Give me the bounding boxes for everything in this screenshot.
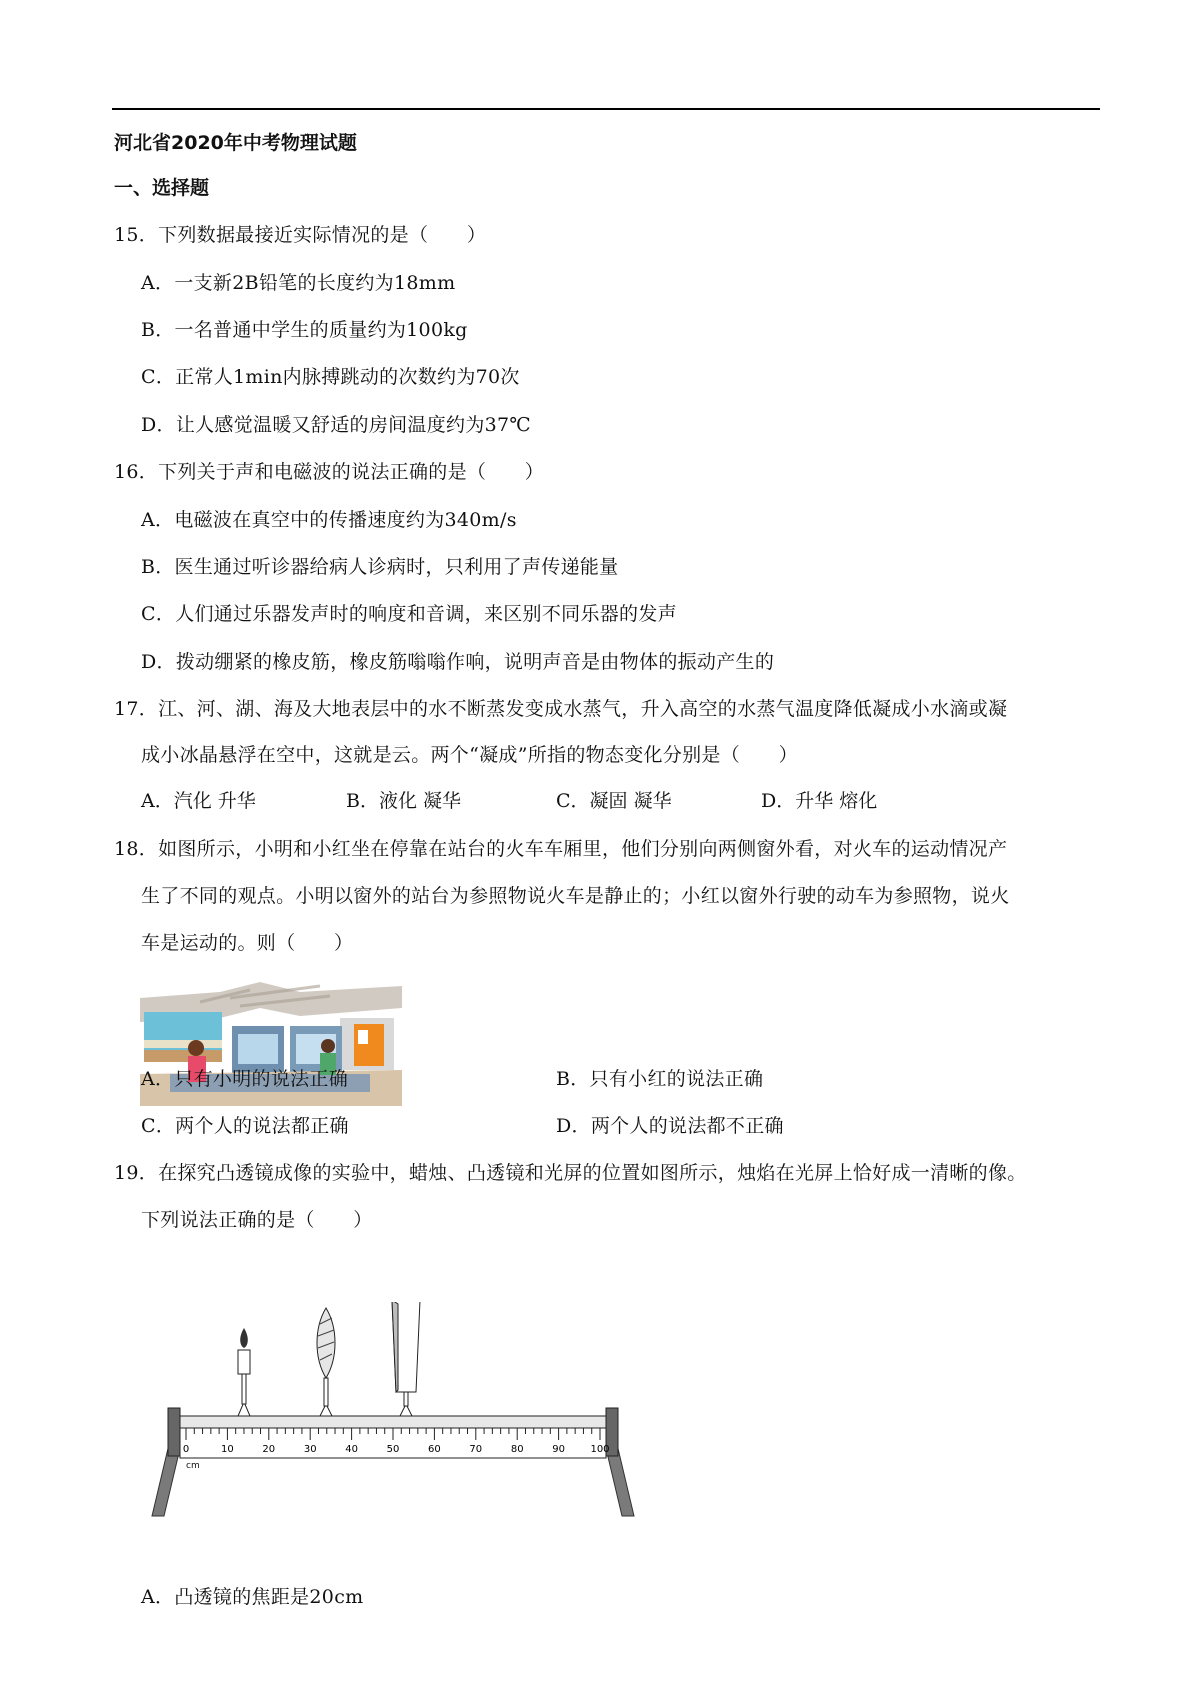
question-15-option-d: D．让人感觉温暖又舒适的房间温度约为37℃ — [141, 414, 531, 436]
scale-tick-label: 70 — [469, 1444, 483, 1455]
scale-tick-label: 50 — [386, 1444, 400, 1455]
scale-tick-label: 30 — [303, 1444, 317, 1455]
question-16-option-c: C．人们通过乐器发声时的响度和音调，来区别不同乐器的发声 — [141, 603, 677, 625]
light-screen — [392, 1302, 420, 1416]
question-17-option-d: D．升华 熔化 — [761, 790, 878, 812]
left-end-post — [168, 1408, 180, 1456]
scale-tick-label: 90 — [552, 1444, 565, 1455]
question-16-option-a: A．电磁波在真空中的传播速度约为340m/s — [141, 509, 517, 531]
question-18-stem-line-3: 车是运动的。则（ ） — [141, 932, 354, 954]
scale-tick-label: 10 — [221, 1444, 234, 1455]
optical-bench-figure — [140, 1302, 640, 1524]
question-19-option-a: A．凸透镜的焦距是20cm — [141, 1586, 364, 1608]
scale-tick-label: 100 — [590, 1444, 610, 1455]
scale-tick-label: 20 — [262, 1444, 276, 1455]
question-15-option-a: A．一支新2B铅笔的长度约为18mm — [141, 272, 456, 294]
question-17-option-b: B．液化 凝华 — [346, 790, 462, 812]
question-16-option-b: B．医生通过听诊器给病人诊病时，只利用了声传递能量 — [141, 556, 619, 578]
scale-tick-label: 80 — [510, 1444, 524, 1455]
question-17-stem-line-1: 17．江、河、湖、海及大地表层中的水不断蒸发变成水蒸气，升入高空的水蒸气温度降低凝成小水滴或凝 — [114, 698, 1008, 720]
question-17-option-a: A．汽化 升华 — [141, 790, 256, 812]
question-18-option-d: D．两个人的说法都不正确 — [556, 1115, 784, 1137]
question-15-option-c: C．正常人1min内脉搏跳动的次数约为70次 — [141, 366, 520, 388]
bench-rail — [180, 1416, 606, 1428]
scale-tick-label: 0 — [182, 1444, 190, 1455]
question-18-stem-line-2: 生了不同的观点。小明以窗外的站台为参照物说火车是静止的；小红以窗外行驶的动车为参照物，说火 — [141, 885, 1010, 907]
question-18-option-a: A．只有小明的说法正确 — [141, 1068, 349, 1090]
scale-unit-label: cm — [186, 1461, 200, 1471]
candle — [238, 1328, 250, 1416]
question-18-stem-line-1: 18．如图所示，小明和小红坐在停靠在站台的火车车厢里，他们分别向两侧窗外看，对火车的运动情况产 — [114, 838, 1008, 860]
question-16-option-d: D．拨动绷紧的橡皮筋，橡皮筋嗡嗡作响，说明声音是由物体的振动产生的 — [141, 651, 775, 673]
question-17-option-c: C．凝固 凝华 — [556, 790, 672, 812]
question-18-option-c: C．两个人的说法都正确 — [141, 1115, 349, 1137]
question-19-stem-line-2: 下列说法正确的是（ ） — [141, 1209, 373, 1231]
question-16-stem: 16．下列关于声和电磁波的说法正确的是（ ） — [114, 461, 545, 483]
section-title: 一、选择题 — [114, 177, 210, 199]
question-15-option-b: B．一名普通中学生的质量约为100kg — [141, 319, 468, 341]
exam-title: 河北省2020年中考物理试题 — [114, 132, 357, 154]
header-rule — [112, 108, 1100, 110]
question-15-stem: 15．下列数据最接近实际情况的是（ ） — [114, 224, 487, 246]
question-19-stem-line-1: 19．在探究凸透镜成像的实验中，蜡烛、凸透镜和光屏的位置如图所示，烛焰在光屏上恰好成一清晰的像。 — [114, 1162, 1027, 1184]
question-18-option-b: B．只有小红的说法正确 — [556, 1068, 764, 1090]
question-17-stem-line-2: 成小冰晶悬浮在空中，这就是云。两个“凝成”所指的物态变化分别是（ ） — [141, 744, 798, 766]
scale-tick-label: 60 — [428, 1444, 441, 1455]
convex-lens — [317, 1308, 335, 1416]
scale-tick-label: 40 — [345, 1444, 358, 1455]
